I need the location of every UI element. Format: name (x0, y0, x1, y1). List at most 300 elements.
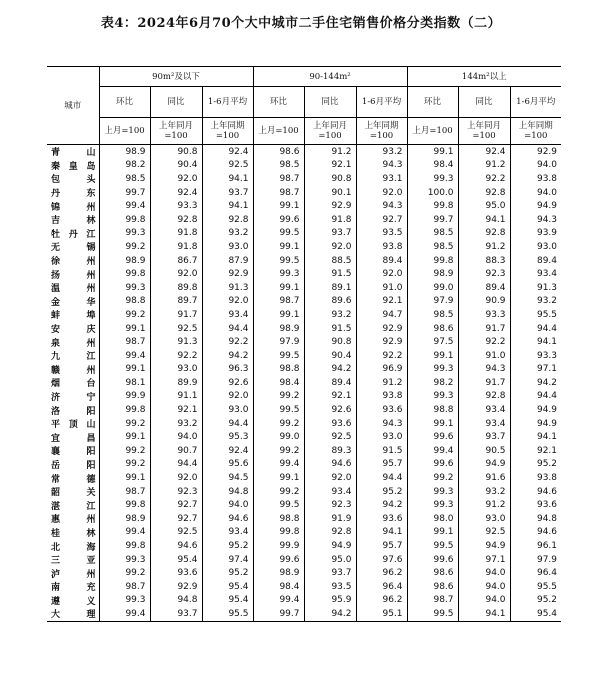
index-value: 92.2 (150, 349, 202, 363)
table-body (47, 145, 561, 622)
index-value: 95.4 (150, 553, 202, 567)
city-name: 吉林 (51, 216, 96, 227)
index-value: 99.8 (99, 267, 150, 281)
index-value: 90.8 (150, 145, 202, 159)
city-name: 济宁 (51, 392, 96, 403)
index-value: 92.9 (356, 335, 407, 349)
index-value: 92.4 (202, 444, 253, 458)
index-value: 89.6 (304, 295, 356, 309)
index-value: 99.3 (407, 363, 458, 377)
table-row (47, 607, 561, 621)
index-value: 95.4 (202, 594, 253, 608)
index-value: 93.3 (458, 308, 510, 322)
index-value: 93.0 (356, 430, 407, 444)
index-value: 99.1 (99, 322, 150, 336)
index-value: 93.4 (202, 308, 253, 322)
index-value: 99.2 (99, 444, 150, 458)
table-row (47, 580, 561, 594)
index-value: 93.7 (304, 566, 356, 580)
index-value: 90.5 (458, 444, 510, 458)
index-value: 98.8 (407, 403, 458, 417)
table-row (47, 498, 561, 512)
index-value: 99.5 (407, 607, 458, 621)
index-value: 94.2 (304, 607, 356, 621)
city-name: 丹东 (51, 189, 96, 200)
index-value: 96.4 (510, 566, 561, 580)
index-value: 97.9 (510, 553, 561, 567)
index-value: 88.3 (458, 254, 510, 268)
index-value: 98.9 (99, 145, 150, 159)
city-name: 湛江 (51, 501, 96, 512)
index-value: 92.2 (202, 335, 253, 349)
index-value: 93.7 (304, 227, 356, 241)
index-value: 94.6 (150, 539, 202, 553)
index-value: 99.1 (253, 199, 304, 213)
index-value: 93.3 (150, 199, 202, 213)
index-value: 98.8 (253, 363, 304, 377)
index-value: 94.4 (510, 322, 561, 336)
index-value: 95.2 (356, 485, 407, 499)
index-value: 97.9 (407, 295, 458, 309)
index-value: 94.6 (304, 458, 356, 472)
index-value: 99.1 (407, 349, 458, 363)
table-row (47, 281, 561, 295)
index-value: 91.7 (458, 322, 510, 336)
index-value: 91.0 (356, 281, 407, 295)
index-value: 91.5 (304, 267, 356, 281)
index-value: 99.2 (99, 417, 150, 431)
subhead-mom: 环比 (253, 87, 304, 118)
city-name: 锦州 (51, 202, 96, 213)
index-value: 98.4 (253, 376, 304, 390)
index-value: 93.3 (510, 349, 561, 363)
index-value: 99.3 (99, 281, 150, 295)
index-value: 99.8 (99, 213, 150, 227)
index-value: 92.5 (304, 430, 356, 444)
index-value: 91.6 (458, 471, 510, 485)
index-value: 92.0 (304, 240, 356, 254)
index-value: 92.8 (458, 186, 510, 200)
subhead-avg: 1-6月平均 (510, 87, 561, 118)
index-value: 97.9 (253, 335, 304, 349)
index-value: 94.1 (202, 172, 253, 186)
city-name: 秦皇岛 (51, 161, 96, 172)
city-name: 桂林 (51, 528, 96, 539)
index-value: 94.4 (510, 390, 561, 404)
index-value: 89.7 (150, 295, 202, 309)
subhead-yoy: 同比 (304, 87, 356, 118)
index-value: 94.8 (202, 485, 253, 499)
index-value: 92.1 (150, 403, 202, 417)
index-value: 94.1 (510, 335, 561, 349)
index-value: 92.5 (150, 322, 202, 336)
table-title: 表4：2024年6月70个大中城市二手住宅销售价格分类指数（二） (100, 16, 502, 31)
index-value: 98.5 (99, 172, 150, 186)
index-value: 94.1 (458, 213, 510, 227)
index-value: 96.4 (356, 580, 407, 594)
index-value: 98.5 (407, 240, 458, 254)
index-value: 94.2 (304, 363, 356, 377)
base-label: 上年同月=100 (304, 118, 356, 145)
index-value: 98.9 (253, 566, 304, 580)
index-value: 93.2 (304, 308, 356, 322)
index-value: 93.1 (356, 172, 407, 186)
index-value: 99.1 (407, 145, 458, 159)
index-value: 99.3 (99, 594, 150, 608)
index-value: 88.5 (304, 254, 356, 268)
index-value: 98.5 (253, 159, 304, 173)
index-value: 93.2 (202, 227, 253, 241)
subhead-avg: 1-6月平均 (202, 87, 253, 118)
index-value: 93.4 (458, 417, 510, 431)
index-value: 95.4 (202, 580, 253, 594)
index-value: 99.1 (99, 471, 150, 485)
table-row (47, 471, 561, 485)
index-value: 86.7 (150, 254, 202, 268)
index-value: 91.3 (510, 281, 561, 295)
index-value: 99.7 (407, 213, 458, 227)
index-value: 93.4 (304, 485, 356, 499)
index-value: 91.2 (356, 376, 407, 390)
index-value: 99.2 (99, 308, 150, 322)
subhead-mom: 环比 (407, 87, 458, 118)
index-value: 98.4 (407, 159, 458, 173)
base-label: 上月=100 (99, 118, 150, 145)
table-row (47, 349, 561, 363)
index-value: 92.5 (458, 526, 510, 540)
index-value: 98.1 (99, 376, 150, 390)
index-value: 91.2 (458, 159, 510, 173)
table-row (47, 254, 561, 268)
index-value: 89.3 (304, 444, 356, 458)
index-value: 94.0 (458, 566, 510, 580)
index-value: 97.1 (458, 553, 510, 567)
index-value: 99.3 (407, 485, 458, 499)
index-value: 94.1 (356, 526, 407, 540)
index-value: 94.3 (458, 363, 510, 377)
index-value: 99.2 (253, 390, 304, 404)
index-value: 98.9 (253, 322, 304, 336)
index-value: 96.2 (356, 566, 407, 580)
city-name: 泸州 (51, 569, 96, 580)
index-value: 95.0 (458, 199, 510, 213)
index-value: 92.7 (356, 213, 407, 227)
index-value: 99.3 (407, 172, 458, 186)
index-value: 94.0 (202, 498, 253, 512)
index-value: 91.8 (150, 227, 202, 241)
index-value: 91.8 (304, 213, 356, 227)
index-value: 93.7 (458, 430, 510, 444)
index-value: 91.2 (304, 145, 356, 159)
table-row (47, 145, 561, 159)
index-value: 91.3 (202, 281, 253, 295)
index-value: 99.8 (407, 254, 458, 268)
index-value: 99.1 (407, 526, 458, 540)
index-value: 99.2 (99, 240, 150, 254)
index-value: 94.3 (356, 159, 407, 173)
index-value: 93.8 (356, 390, 407, 404)
index-value: 98.5 (407, 227, 458, 241)
index-value: 93.8 (356, 240, 407, 254)
table-row (47, 240, 561, 254)
index-value: 92.0 (150, 172, 202, 186)
index-value: 98.6 (407, 566, 458, 580)
index-value: 99.3 (407, 390, 458, 404)
price-index-table (47, 66, 561, 622)
table-row (47, 376, 561, 390)
table-row (47, 159, 561, 173)
index-value: 99.1 (99, 363, 150, 377)
index-value: 99.2 (99, 566, 150, 580)
index-value: 99.4 (99, 526, 150, 540)
index-value: 92.1 (304, 159, 356, 173)
index-value: 94.0 (458, 594, 510, 608)
index-value: 99.5 (253, 498, 304, 512)
index-value: 99.2 (99, 458, 150, 472)
index-value: 94.3 (356, 417, 407, 431)
index-value: 93.5 (304, 580, 356, 594)
index-value: 92.5 (150, 526, 202, 540)
index-value: 94.2 (202, 349, 253, 363)
index-value: 91.1 (150, 390, 202, 404)
index-value: 97.6 (356, 553, 407, 567)
index-value: 94.6 (510, 485, 561, 499)
index-value: 95.7 (356, 458, 407, 472)
city-name: 泉州 (51, 338, 96, 349)
index-value: 94.9 (510, 417, 561, 431)
group-header-large: 144m²以上 (407, 67, 561, 87)
group-header-medium: 90-144m² (253, 67, 407, 87)
table-row (47, 566, 561, 580)
city-name: 金华 (51, 297, 96, 308)
index-value: 91.7 (150, 308, 202, 322)
index-value: 94.3 (356, 199, 407, 213)
index-value: 99.6 (407, 553, 458, 567)
index-value: 93.0 (202, 240, 253, 254)
city-name: 常德 (51, 474, 96, 485)
table-row (47, 553, 561, 567)
index-value: 95.5 (202, 607, 253, 621)
index-value: 91.0 (458, 349, 510, 363)
city-name: 温州 (51, 284, 96, 295)
index-value: 92.9 (510, 145, 561, 159)
index-value: 95.9 (304, 594, 356, 608)
index-value: 92.9 (150, 580, 202, 594)
city-name: 大理 (47, 607, 99, 621)
index-value: 92.0 (356, 186, 407, 200)
index-value: 99.6 (253, 213, 304, 227)
index-value: 99.3 (99, 553, 150, 567)
index-value: 91.8 (150, 240, 202, 254)
index-value: 89.1 (304, 281, 356, 295)
index-value: 98.7 (99, 485, 150, 499)
index-value: 99.4 (253, 458, 304, 472)
index-value: 92.6 (304, 403, 356, 417)
index-value: 95.3 (202, 430, 253, 444)
subhead-yoy: 同比 (150, 87, 202, 118)
table-row (47, 199, 561, 213)
subhead-yoy: 同比 (458, 87, 510, 118)
index-value: 95.2 (510, 594, 561, 608)
index-value: 91.5 (356, 444, 407, 458)
table-row (47, 227, 561, 241)
index-value: 99.7 (253, 607, 304, 621)
index-value: 94.9 (304, 539, 356, 553)
index-value: 93.9 (510, 227, 561, 241)
index-value: 90.7 (150, 444, 202, 458)
index-value: 99.2 (253, 444, 304, 458)
index-value: 96.1 (510, 539, 561, 553)
index-value: 92.4 (150, 186, 202, 200)
city-name: 惠州 (51, 515, 96, 526)
index-value: 92.0 (202, 295, 253, 309)
table-row (47, 267, 561, 281)
index-value: 93.6 (356, 512, 407, 526)
index-value: 92.2 (458, 172, 510, 186)
index-value: 92.0 (150, 471, 202, 485)
base-label: 上年同期=100 (356, 118, 407, 145)
index-value: 99.7 (99, 186, 150, 200)
index-value: 93.6 (150, 566, 202, 580)
table-row (47, 594, 561, 608)
index-value: 96.3 (202, 363, 253, 377)
index-value: 100.0 (407, 186, 458, 200)
index-value: 90.8 (304, 335, 356, 349)
index-value: 95.1 (356, 607, 407, 621)
city-name: 韶关 (51, 488, 96, 499)
index-value: 94.9 (458, 539, 510, 553)
index-value: 98.0 (407, 512, 458, 526)
index-value: 98.6 (407, 580, 458, 594)
table-row (47, 172, 561, 186)
table-row (47, 485, 561, 499)
index-value: 97.4 (202, 553, 253, 567)
city-name: 安庆 (51, 325, 96, 336)
index-value: 94.9 (458, 458, 510, 472)
table-header (47, 67, 561, 145)
table-row (47, 335, 561, 349)
index-value: 99.8 (407, 199, 458, 213)
index-value: 97.5 (407, 335, 458, 349)
index-value: 93.6 (510, 498, 561, 512)
index-value: 95.5 (510, 308, 561, 322)
table-row (47, 526, 561, 540)
index-value: 92.0 (356, 267, 407, 281)
index-value: 98.9 (99, 512, 150, 526)
index-value: 92.3 (304, 498, 356, 512)
index-value: 92.1 (510, 444, 561, 458)
city-name: 南充 (51, 583, 96, 594)
index-value: 93.8 (510, 172, 561, 186)
index-value: 94.0 (510, 159, 561, 173)
index-value: 92.1 (356, 295, 407, 309)
index-value: 93.0 (510, 240, 561, 254)
index-value: 98.9 (99, 254, 150, 268)
index-value: 91.9 (304, 512, 356, 526)
index-value: 98.7 (99, 580, 150, 594)
index-value: 93.8 (510, 471, 561, 485)
city-name: 宜昌 (51, 433, 96, 444)
index-value: 92.7 (150, 512, 202, 526)
city-name: 九江 (51, 352, 96, 363)
table-row (47, 458, 561, 472)
index-value: 94.1 (510, 430, 561, 444)
index-value: 92.9 (202, 267, 253, 281)
index-value: 99.5 (253, 403, 304, 417)
index-value: 92.0 (304, 471, 356, 485)
index-value: 96.9 (356, 363, 407, 377)
index-value: 90.4 (304, 349, 356, 363)
index-value: 99.6 (407, 458, 458, 472)
index-value: 94.6 (510, 526, 561, 540)
index-value: 92.4 (458, 145, 510, 159)
index-value: 94.1 (202, 199, 253, 213)
index-value: 98.9 (407, 267, 458, 281)
index-value: 99.8 (99, 539, 150, 553)
index-value: 95.2 (202, 539, 253, 553)
city-name: 扬州 (51, 270, 96, 281)
index-value: 94.8 (150, 594, 202, 608)
index-value: 91.2 (458, 498, 510, 512)
index-value: 99.1 (253, 308, 304, 322)
index-value: 93.0 (458, 512, 510, 526)
index-value: 91.5 (304, 322, 356, 336)
city-name: 北海 (51, 542, 96, 553)
index-value: 93.2 (510, 295, 561, 309)
index-value: 92.0 (150, 267, 202, 281)
index-value: 98.2 (99, 159, 150, 173)
index-value: 99.9 (253, 539, 304, 553)
index-value: 91.7 (458, 376, 510, 390)
subhead-mom: 环比 (99, 87, 150, 118)
city-name: 无锡 (51, 243, 96, 254)
index-value: 94.0 (458, 580, 510, 594)
index-value: 98.7 (253, 295, 304, 309)
index-value: 89.8 (150, 281, 202, 295)
city-name: 徐州 (51, 257, 96, 268)
index-value: 99.0 (407, 281, 458, 295)
index-value: 93.6 (356, 403, 407, 417)
city-name: 包头 (51, 175, 96, 186)
index-value: 94.2 (356, 498, 407, 512)
index-value: 94.5 (202, 471, 253, 485)
index-value: 89.4 (510, 254, 561, 268)
index-value: 94.9 (510, 403, 561, 417)
index-value: 93.5 (356, 227, 407, 241)
index-value: 93.0 (150, 363, 202, 377)
index-value: 95.5 (510, 580, 561, 594)
index-value: 98.7 (253, 186, 304, 200)
index-value: 95.2 (510, 458, 561, 472)
city-name: 襄阳 (51, 447, 96, 458)
table-row (47, 539, 561, 553)
table-row (47, 186, 561, 200)
index-value: 89.4 (304, 376, 356, 390)
city-name: 平顶山 (51, 420, 96, 431)
index-value: 98.6 (407, 322, 458, 336)
index-value: 99.5 (253, 254, 304, 268)
index-value: 93.4 (510, 267, 561, 281)
table-row (47, 363, 561, 377)
base-label: 上月=100 (407, 118, 458, 145)
index-value: 93.4 (458, 403, 510, 417)
index-value: 92.5 (202, 159, 253, 173)
index-value: 92.3 (150, 485, 202, 499)
index-value: 98.6 (253, 145, 304, 159)
base-label: 上年同月=100 (150, 118, 202, 145)
index-value: 92.4 (202, 145, 253, 159)
index-value: 93.2 (458, 485, 510, 499)
